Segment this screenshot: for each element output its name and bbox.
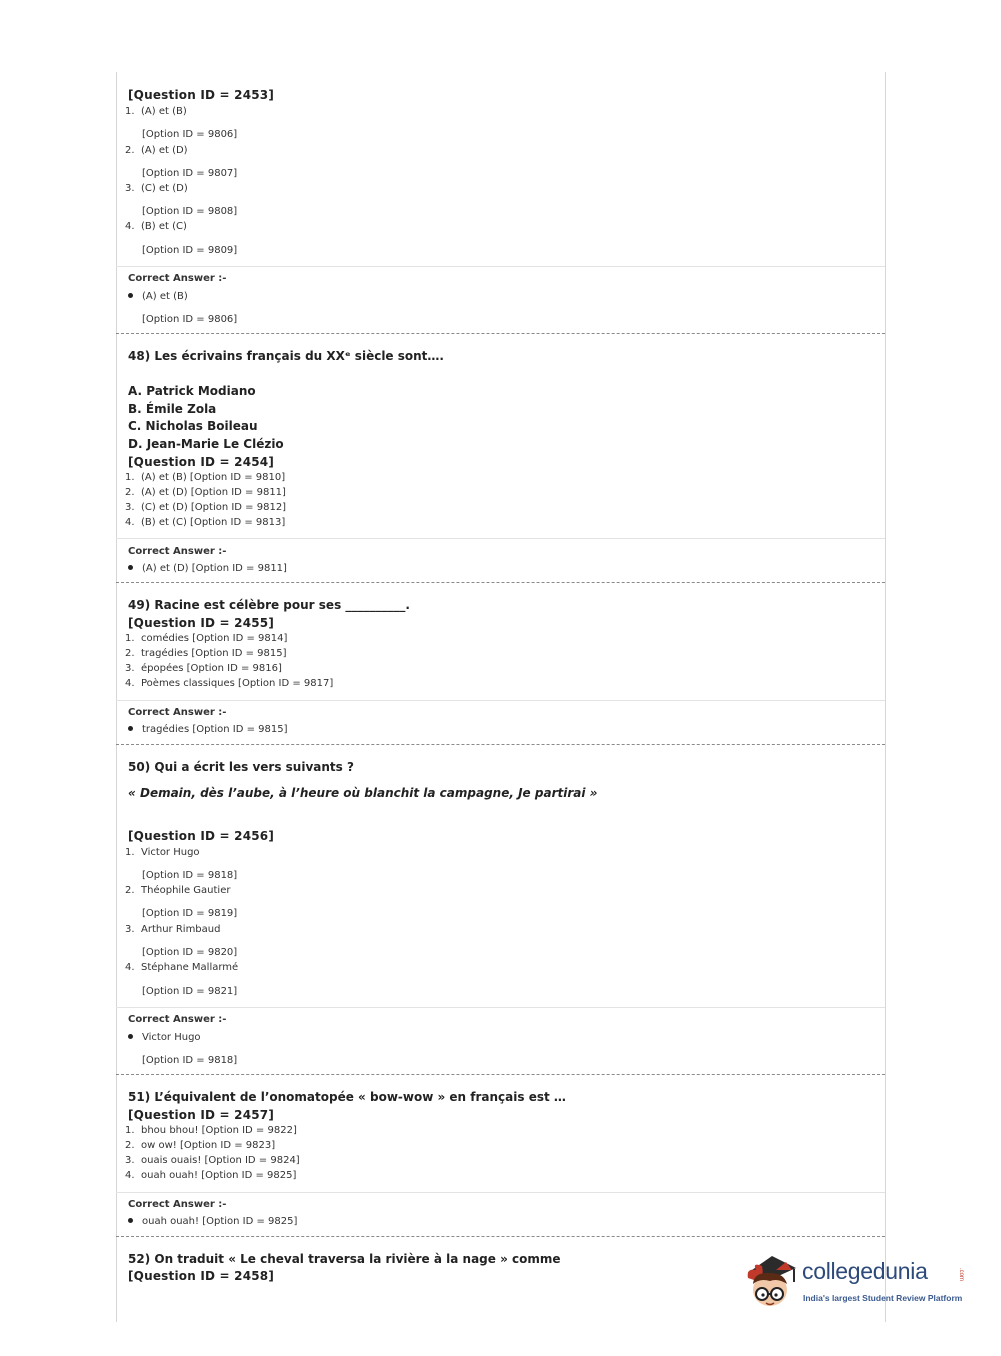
choice: A. Patrick Modiano [128,384,256,398]
option-id: [Option ID = 9818] [142,1055,238,1066]
option: 2. Théophile Gautier [125,885,231,896]
question-id: [Question ID = 2455] [128,616,275,630]
bullet-icon [128,1218,133,1223]
correct-answer-label: Correct Answer :- [128,707,227,718]
option-id: [Option ID = 9820] [142,947,238,958]
correct-answer-label: Correct Answer :- [128,546,227,557]
question-id: [Question ID = 2458] [128,1269,275,1283]
question-separator [116,1074,885,1075]
option: 1. (A) et (B) [125,106,187,117]
correct-answer: tragédies [Option ID = 9815] [128,724,288,735]
option-id: [Option ID = 9818] [142,870,238,881]
question-text: 49) Racine est célèbre pour ses __________. [128,598,410,612]
question-id: [Question ID = 2453] [128,88,275,102]
divider [116,1007,885,1008]
question-separator [116,582,885,583]
brand-name: collegedunia [802,1258,928,1284]
option: 2. tragédies [Option ID = 9815] [125,648,287,659]
option: 3. (C) et (D) [Option ID = 9812] [125,502,287,513]
option-id: [Option ID = 9806] [142,314,238,325]
question-separator [116,744,885,745]
divider [116,700,885,701]
option: 1. bhou bhou! [Option ID = 9822] [125,1125,297,1136]
correct-answer: ouah ouah! [Option ID = 9825] [128,1216,297,1227]
question-id: [Question ID = 2454] [128,455,275,469]
question-text: 51) L’équivalent de l’onomatopée « bow-wow » en français est … [128,1090,566,1104]
choice: C. Nicholas Boileau [128,419,258,433]
question-text: 52) On traduit « Le cheval traversa la rivière à la nage » comme [128,1252,561,1266]
correct-answer: Victor Hugo [128,1032,201,1043]
divider [116,1192,885,1193]
correct-answer: (A) et (D) [Option ID = 9811] [128,563,287,574]
option-id: [Option ID = 9807] [142,168,238,179]
option-id: [Option ID = 9821] [142,986,238,997]
bullet-icon [128,565,133,570]
option-id: [Option ID = 9808] [142,206,238,217]
question-id: [Question ID = 2456] [128,829,275,843]
option: 1. comédies [Option ID = 9814] [125,633,288,644]
option-id: [Option ID = 9819] [142,908,238,919]
bullet-icon [128,1034,133,1039]
option: 2. (A) et (D) [125,145,188,156]
divider [116,538,885,539]
option: 3. épopées [Option ID = 9816] [125,663,282,674]
brand-suffix: .com [958,1268,964,1282]
bullet-icon [128,293,133,298]
mascot-icon [742,1248,802,1312]
collegedunia-logo[interactable] [742,1248,972,1312]
option: 1. Victor Hugo [125,847,200,858]
question-separator [116,333,885,334]
correct-answer-label: Correct Answer :- [128,273,227,284]
option: 1. (A) et (B) [Option ID = 9810] [125,472,286,483]
choice: D. Jean-Marie Le Clézio [128,437,284,451]
option: 4. Stéphane Mallarmé [125,962,239,973]
question-id: [Question ID = 2457] [128,1108,275,1122]
option: 3. ouais ouais! [Option ID = 9824] [125,1155,300,1166]
correct-answer-label: Correct Answer :- [128,1014,227,1025]
question-text: 50) Qui a écrit les vers suivants ? [128,760,354,774]
correct-answer-label: Correct Answer :- [128,1199,227,1210]
divider [116,266,885,267]
option: 4. Poèmes classiques [Option ID = 9817] [125,678,334,689]
option: 3. Arthur Rimbaud [125,924,221,935]
option-id: [Option ID = 9806] [142,129,238,140]
option: 4. (B) et (C) [125,221,187,232]
option-id: [Option ID = 9809] [142,245,238,256]
correct-answer: (A) et (B) [128,291,188,302]
brand-tagline: India's largest Student Review Platform [803,1293,963,1303]
question-separator [116,1236,885,1237]
question-text: 48) Les écrivains français du XXᵉ siècle sont…. [128,349,444,363]
choice: B. Émile Zola [128,402,217,416]
option: 4. ouah ouah! [Option ID = 9825] [125,1170,297,1181]
option: 3. (C) et (D) [125,183,188,194]
option: 2. (A) et (D) [Option ID = 9811] [125,487,286,498]
option: 2. ow ow! [Option ID = 9823] [125,1140,276,1151]
option: 4. (B) et (C) [Option ID = 9813] [125,517,286,528]
question-quote: « Demain, dès l’aube, à l’heure où blanchit la campagne, Je partirai » [128,786,598,800]
bullet-icon [128,726,133,731]
